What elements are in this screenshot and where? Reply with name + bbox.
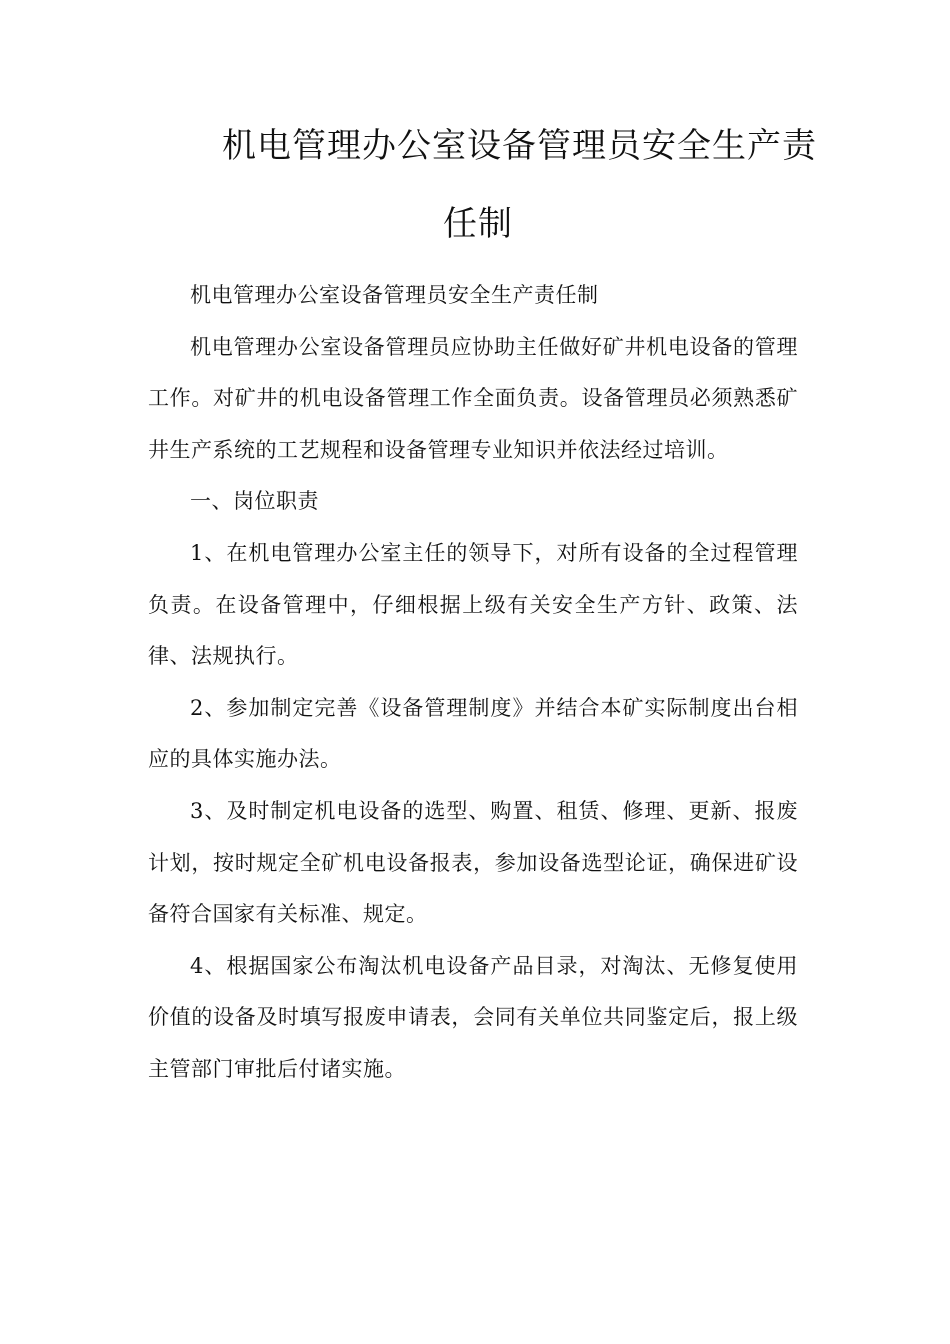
paragraph-item-1: 1、在机电管理办公室主任的领导下，对所有设备的全过程管理负责。在设备管理中，仔细根据上级有关安全生产方针、政策、法律、法规执行。 — [148, 540, 798, 669]
paragraph-item-3: 3、及时制定机电设备的选型、购置、租赁、修理、更新、报废计划，按时规定全矿机电设备报表，参加设备选型论证，确保进矿设备符合国家有关标准、规定。 — [148, 798, 798, 927]
paragraph-subtitle: 机电管理办公室设备管理员安全生产责任制 — [190, 283, 599, 307]
paragraph-item-4: 4、根据国家公布淘汰机电设备产品目录，对淘汰、无修复使用价值的设备及时填写报废申请表，会同有关单位共同鉴定后，报上级主管部门审批后付诸实施。 — [148, 953, 798, 1081]
document-title-line-1: 机电管理办公室设备管理员安全生产责 — [222, 126, 817, 166]
document-body — [148, 270, 798, 1096]
paragraph-item-2: 2、参加制定完善《设备管理制度》并结合本矿实际制度出台相应的具体实施办法。 — [148, 695, 798, 772]
section-heading-duties: 一、岗位职责 — [190, 489, 319, 514]
paragraph-intro: 机电管理办公室设备管理员应协助主任做好矿井机电设备的管理工作。对矿井的机电设备管理工作全面负责。设备管理员必须熟悉矿井生产系统的工艺规程和设备管理专业知识并依法经过培训。 — [148, 334, 798, 462]
document-title-line-2: 任制 — [443, 204, 513, 244]
